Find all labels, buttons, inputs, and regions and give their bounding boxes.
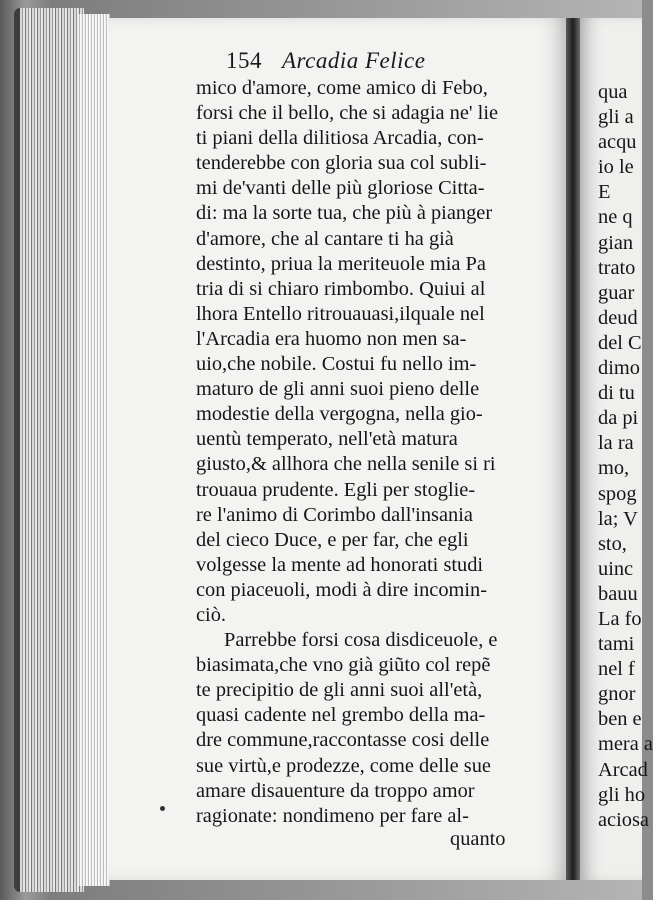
text-line: tenderebbe con gloria sua col subli- [196, 152, 487, 175]
right-text-line: gnor [598, 683, 636, 706]
right-text-line: mera a [598, 733, 653, 756]
right-text-line: ben e [598, 708, 642, 731]
ink-mark [160, 806, 165, 811]
right-text-line: nel f [598, 658, 635, 681]
right-text-line: la ra [598, 432, 634, 455]
text-line: uio,che nobile. Costui fu nello im- [196, 353, 477, 376]
book-gutter [566, 18, 580, 880]
right-text-line: ne q [598, 206, 633, 229]
right-text-line: gian [598, 231, 634, 254]
text-line: mi de'vanti delle più gloriose Citta- [196, 177, 485, 200]
catchword: quanto [450, 828, 506, 850]
right-text-line: bauu [598, 582, 638, 605]
text-line: uentù temperato, nell'età matura [196, 428, 458, 451]
right-text-line: tami [598, 633, 635, 656]
text-line: giusto,& allhora che nella senile si ri [196, 453, 496, 476]
text-line: con piaceuoli, modi à dire incomin- [196, 578, 488, 601]
text-line: del cieco Duce, e per far, che egli [196, 528, 469, 551]
text-line: l'Arcadia era huomo non men sa- [196, 327, 467, 350]
text-line: amare disauenture da troppo amor [196, 779, 475, 802]
right-text-line: gli ho [598, 783, 646, 806]
text-line: ciò. [196, 603, 227, 626]
right-text-line: E [598, 181, 611, 204]
right-text-line: acqu [598, 131, 637, 154]
right-text-line: dimo [598, 357, 640, 380]
text-line: volgesse la mente ad honorati studi [196, 553, 484, 576]
right-text-line: La fo [598, 607, 642, 630]
text-line: trouaua prudente. Egli per stoglie- [196, 478, 476, 501]
right-text-line: spog [598, 482, 637, 505]
text-line: re l'animo di Corimbo dall'insania [196, 503, 473, 526]
text-line: mico d'amore, come amico di Febo, [196, 77, 488, 99]
text-line: maturo de gli anni suoi pieno delle [196, 378, 480, 401]
right-text-line: di tu [598, 382, 635, 405]
right-text-line: qua [598, 81, 628, 103]
text-line: tria di si chiaro rimbombo. Quiui al [196, 277, 486, 300]
right-text-line: del C [598, 331, 642, 354]
text-line: te precipitio de gli anni suoi all'età, [196, 679, 483, 702]
text-line: d'amore, che al cantare ti ha già [196, 227, 454, 250]
running-header [226, 48, 425, 74]
right-text-line: Arcad [598, 758, 648, 781]
page-edges [78, 14, 110, 886]
book-binding [14, 8, 84, 892]
right-text-line: trato [598, 256, 636, 279]
text-line: biasimata,che vno già giũto col repẽ [196, 654, 491, 677]
text-line: modestie della vergogna, nella gio- [196, 403, 483, 426]
text-line: Parrebbe forsi cosa disdiceuole, e [224, 629, 498, 652]
text-line: ti piani della dilitiosa Arcadia, con- [196, 127, 484, 150]
right-text-line: da pi [598, 407, 639, 430]
page-number: 154 [226, 48, 262, 73]
text-line: dre commune,raccontasse cosi delle [196, 729, 490, 752]
text-line: quasi cadente nel grembo della ma- [196, 704, 486, 727]
right-text-line: sto, [598, 532, 627, 555]
right-text-line: aciosa [598, 808, 649, 831]
text-line: forsi che il bello, che si adagia ne' lie [196, 102, 499, 125]
running-title: Arcadia Felice [282, 48, 426, 73]
right-page-text [598, 80, 653, 833]
left-page-text [196, 76, 566, 829]
text-line: ragionate: nondimeno per fare al- [196, 804, 469, 827]
right-text-line: mo, [598, 457, 630, 480]
right-text-line: deud [598, 306, 638, 329]
right-text-line: io le [598, 156, 634, 179]
right-text-line: gli a [598, 106, 634, 129]
text-line: sue virtù,e prodezze, come delle sue [196, 754, 491, 777]
text-line: lhora Entello ritrouauasi,ilquale nel [196, 302, 485, 325]
text-line: destinto, priua la meriteuole mia Pa [196, 252, 486, 275]
right-text-line: uinc [598, 557, 634, 580]
text-line: di: ma la sorte tua, che più à pianger [196, 202, 493, 225]
right-text-line: guar [598, 281, 635, 304]
right-text-line: la; V [598, 507, 638, 530]
